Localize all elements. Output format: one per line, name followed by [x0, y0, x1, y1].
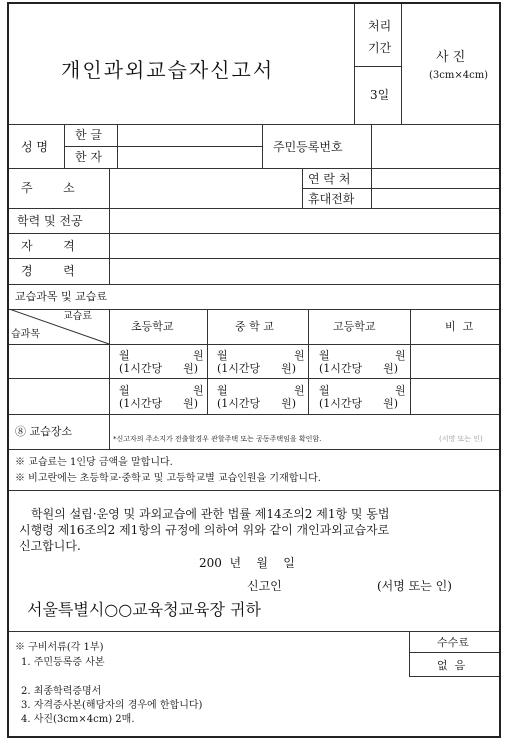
rule	[354, 4, 355, 124]
rule	[409, 631, 410, 677]
applicant-label: 신고인	[247, 579, 282, 593]
rule	[64, 146, 262, 147]
address-label: 주 소	[21, 181, 75, 195]
fee-cell-won: 원	[193, 384, 204, 397]
col-elementary: 초등학교	[131, 320, 174, 333]
contact-label: 연 락 처	[308, 172, 351, 186]
declaration-line-1: 학원의 설립·운영 및 과외교습에 관한 법률 제14조의2 제1항 및 동법	[31, 507, 390, 521]
rule	[207, 309, 208, 414]
name-label: 성 명	[21, 140, 48, 154]
application-form	[7, 2, 501, 738]
fee-cell-month: 월	[217, 349, 228, 362]
teaching-place-label: ⑧ 교습장소	[15, 425, 73, 438]
fee-cell-won: 원	[294, 349, 305, 362]
rule	[109, 414, 110, 449]
fee-cell-hourly: (1시간당 원)	[119, 362, 199, 375]
place-note: *신고자의 주소지가 전출할경우 관할주택 또는 공동주택임을 확인함.	[113, 435, 322, 443]
fee-cell-won: 원	[395, 349, 406, 362]
fee-cell-won: 원	[294, 384, 305, 397]
fee-cell-hourly: (1시간당 원)	[119, 397, 199, 410]
rule	[9, 449, 499, 450]
rrn-label: 주민등록번호	[273, 140, 343, 154]
rule	[410, 309, 411, 414]
rule	[302, 188, 499, 189]
note-remarks: ※ 비고란에는 초등학교·중학교 및 고등학교별 교습인원을 기재합니다.	[15, 473, 321, 484]
addressee: 서울특별시○○교육청교육장 귀하	[27, 600, 261, 619]
hanja-name-label: 한 자	[75, 150, 102, 164]
diag-subject-label: 습과목	[11, 329, 40, 340]
col-high: 고등학교	[333, 320, 376, 333]
place-sign-hint: (서명 또는 인)	[439, 435, 483, 443]
processing-days: 3일	[370, 88, 390, 102]
fee-cell-month: 월	[119, 349, 130, 362]
declaration-line-2: 시행령 제16조의2 제1항의 규정에 의하여 위와 같이 개인과외교습자로	[19, 523, 390, 537]
rule	[409, 652, 499, 653]
rule	[117, 124, 118, 168]
fee-cell-hourly: (1시간당 원)	[217, 362, 297, 375]
rule	[9, 631, 499, 632]
rule	[9, 490, 499, 491]
rule	[109, 208, 110, 284]
fee-cell-won: 원	[193, 349, 204, 362]
rule	[9, 208, 499, 209]
fee-cell-hourly: (1시간당 원)	[319, 397, 399, 410]
applicant-sign-label: (서명 또는 인)	[377, 579, 452, 593]
qualification-label: 자 격	[21, 239, 75, 253]
career-label: 경 력	[21, 264, 75, 278]
fee-value: 없 음	[437, 659, 466, 672]
rule	[409, 676, 499, 677]
rule	[371, 168, 372, 208]
fee-cell-month: 월	[319, 384, 330, 397]
photo-label: 사 진	[436, 50, 466, 65]
form-title: 개인과외교습자신고서	[61, 58, 275, 82]
subjects-section-label: 교습과목 및 교습료	[15, 290, 108, 303]
rule	[302, 168, 303, 208]
rule	[262, 124, 263, 168]
declaration-line-3: 신고합니다.	[19, 539, 81, 553]
fee-cell-won: 원	[395, 384, 406, 397]
rule	[371, 124, 372, 168]
rule	[109, 168, 110, 208]
rule	[354, 66, 401, 67]
fee-label: 수수료	[437, 636, 469, 649]
photo-size: (3cm×4cm)	[429, 70, 489, 81]
rule	[9, 414, 499, 415]
rule	[9, 258, 499, 259]
processing-period-label-2: 기간	[368, 41, 392, 55]
col-middle: 중 학 교	[235, 320, 274, 333]
fee-cell-hourly: (1시간당 원)	[217, 397, 297, 410]
rule	[9, 124, 499, 125]
col-remarks: 비 고	[445, 320, 474, 333]
document-item-2: 2. 최종학력증명서	[21, 686, 102, 697]
rule	[64, 124, 65, 168]
korean-name-label: 한 글	[75, 128, 102, 142]
rule	[9, 168, 499, 169]
rule	[308, 309, 309, 414]
processing-period-label: 처리	[368, 19, 392, 33]
document-item-1: 1. 주민등록증 사본	[21, 657, 105, 668]
mobile-label: 휴대전화	[308, 192, 355, 206]
note-fee: ※ 교습료는 1인당 금액을 말합니다.	[15, 457, 173, 468]
fee-cell-month: 월	[217, 384, 228, 397]
fee-cell-month: 월	[119, 384, 130, 397]
declaration-date: 200 년 월 일	[199, 556, 295, 570]
rule	[9, 284, 499, 285]
rule	[401, 4, 402, 124]
documents-header: ※ 구비서류(각 1부)	[15, 642, 104, 653]
fee-cell-hourly: (1시간당 원)	[319, 362, 399, 375]
diag-fee-label: 교습료	[63, 311, 92, 322]
education-label: 학력 및 전공	[17, 214, 83, 228]
document-item-4: 4. 사진(3cm×4cm) 2매.	[21, 714, 135, 725]
rule	[9, 378, 499, 379]
fee-cell-month: 월	[319, 349, 330, 362]
rule	[9, 233, 499, 234]
document-item-3: 3. 자격증사본(해당자의 경우에 한합니다)	[21, 700, 203, 711]
